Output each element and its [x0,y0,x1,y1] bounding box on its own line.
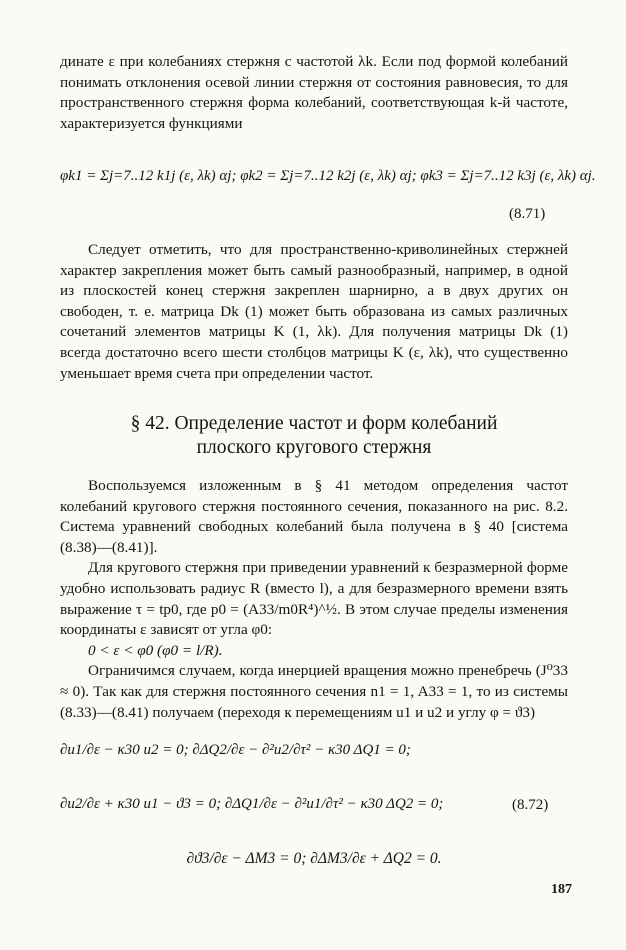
equation-8-72-row3 [60,850,568,868]
equation-8-71 [60,168,596,185]
paragraph-b: Для кругового стержня при приведении уравнений к безразмерной форме удобно использовать радиус R (вместо l), а для безразмерного времени взять выражение τ = tp0, где p0 = (A33/m0R⁴)^½. В этом случае пределы изменения координаты ε зависят от угла φ0: [60,559,568,639]
coordinate-range: 0 < ε < φ0 (φ0 = l/R). [88,641,223,659]
equation-number-8-72: (8.72) [512,797,549,813]
paragraph-intro [60,52,568,134]
page-number: 187 [551,882,572,897]
equation-8-72-row2 [60,796,568,813]
section-heading [60,412,568,460]
paragraph-intro-text: динате ε при колебаниях стержня с частотой λk. Если под формой колебаний понимать отклонения осевой линии стержня от состояния равновесия, то для пространственного стержня форма колебаний, соответствующая k-й частоте, характеризуется функциями [60,53,568,132]
section-heading-line2: плоского кругового стержня [196,437,432,458]
equation-8-72-row1 [60,742,568,759]
equation-8-71-text: φk1 = Σj=7..12 k1j (ε, λk) αj; φk2 = Σj=7..12 k2j (ε, λk) αj; φk3 = Σj=7..12 k3j (ε, λk) αj. [60,168,596,184]
section-heading-line1: § 42. Определение частот и форм колебаний [130,413,498,434]
equation-8-72-row3-text: ∂ϑ3/∂ε − ΔM3 = 0; ∂ΔM3/∂ε + ΔQ2 = 0. [186,850,442,867]
paragraph-a: Воспользуемся изложенным в § 41 методом определения частот колебаний кругового стержня постоянного сечения, показанного на рис. 8.2. Система уравнений свободных колебаний была получена в § 40 [система (8.38)—(8.41)]. [60,477,568,556]
equation-number-8-71: (8.71) [509,206,546,222]
paragraph-section-body [60,476,568,723]
equation-8-72-row2-text: ∂u2/∂ε + κ30 u1 − ϑ3 = 0; ∂ΔQ1/∂ε − ∂²u1/∂τ² − κ30 ΔQ2 = 0; [60,796,444,812]
paragraph-c: Ограничимся случаем, когда инерцией вращения можно пренебречь (J⁰33 ≈ 0). Так как для стержня постоянного сечения n1 = 1, A33 = 1, то из системы (8.33)—(8.41) получаем (переходя к перемещениям u1 и u2 и углу φ = ϑ3) [60,662,568,721]
equation-8-72-row1-text: ∂u1/∂ε − κ30 u2 = 0; ∂ΔQ2/∂ε − ∂²u2/∂τ² − κ30 ΔQ1 = 0; [60,742,411,758]
paragraph-note [60,240,568,384]
paragraph-note-text: Следует отметить, что для пространственно-криволинейных стержней характер закрепления может быть самый разнообразный, например, в одной из плоскостей конец стержня закреплен шарнирно, а в двух других он свободен, т. е. матрица Dk (1) может быть образована из самых различных сочетаний элементов матрицы K (1, λk). Для получения матрицы Dk (1) всегда достаточно всего шести столбцов матрицы K (ε, λk), что существенно уменьшает время счета при определении частот. [60,241,568,382]
